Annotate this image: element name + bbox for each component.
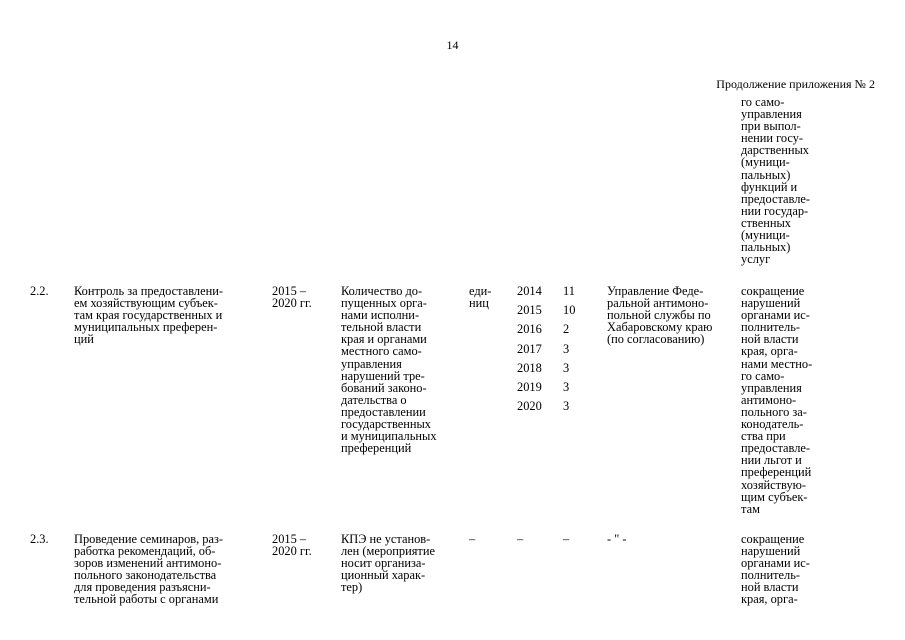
implementation-period: 2015 – 2020 гг. — [272, 284, 312, 311]
year-label: 2019 — [517, 380, 542, 394]
value-dash: – — [563, 532, 570, 546]
expected-result: сокращение нарушений органами ис- полнитель- ной власти края, орга- — [741, 532, 810, 607]
year-value: 3 — [563, 399, 570, 414]
year-label: 2020 — [517, 399, 542, 414]
year-value: 10 — [563, 303, 576, 318]
year-label: 2017 — [517, 341, 542, 356]
year-value: 11 — [563, 284, 575, 298]
year-label: 2014 — [517, 284, 542, 298]
responsible-executor: - " - — [607, 532, 627, 546]
year-value: 3 — [563, 341, 570, 356]
year-label: 2018 — [517, 360, 542, 375]
year-value: 2 — [563, 322, 570, 337]
year-dash: – — [517, 532, 524, 546]
measure-name: Проведение семинаров, раз- работка рекомендаций, об- зоров изменений антимоно- польного законодательства для проведения разъясни- тельной работы с органами — [74, 532, 224, 607]
measure-name: Контроль за предоставлени- ем хозяйствующим субъек- там края государственных и муниципальных преферен- ций — [74, 284, 223, 347]
page-number: 14 — [446, 38, 459, 52]
indicator-unit: еди- ниц — [469, 284, 492, 311]
year-label: 2015 — [517, 303, 542, 318]
indicator-description: КПЭ не установ- лен (мероприятие носит организа- ционный харак- тер) — [341, 532, 435, 595]
carryover-result-text: го само- управления при выпол- нении госу- дарственных (муници- пальных) функций и предоставле- нии государ- ственных (муници- пальных) услуг — [741, 95, 811, 267]
row-number: 2.3. — [30, 532, 49, 546]
row-number: 2.2. — [30, 284, 49, 298]
indicator-description: Количество до- пущенных орга- нами исполни- тельной власти края и органами местного само- управления нарушений тре- бований законо- дательства о предоставлении государственных и муниципальных преференций — [341, 284, 437, 456]
implementation-period: 2015 – 2020 гг. — [272, 532, 312, 559]
indicator-unit: – — [469, 532, 476, 546]
responsible-executor: Управление Феде- ральной антимоно- польной службы по Хабаровскому краю (по согласованию) — [607, 284, 713, 347]
year-value: 3 — [563, 360, 570, 375]
expected-result: сокращение нарушений органами ис- полнитель- ной власти края, орга- нами местно- го само- управления антимоно- польного за- конодатель- ства при предоставле- нии льгот и преференций хозяйствую- щим субъек- там — [741, 284, 813, 516]
appendix-continuation-note: Продолжение приложения № 2 — [716, 77, 875, 91]
year-label: 2016 — [517, 322, 542, 337]
year-value: 3 — [563, 380, 570, 394]
